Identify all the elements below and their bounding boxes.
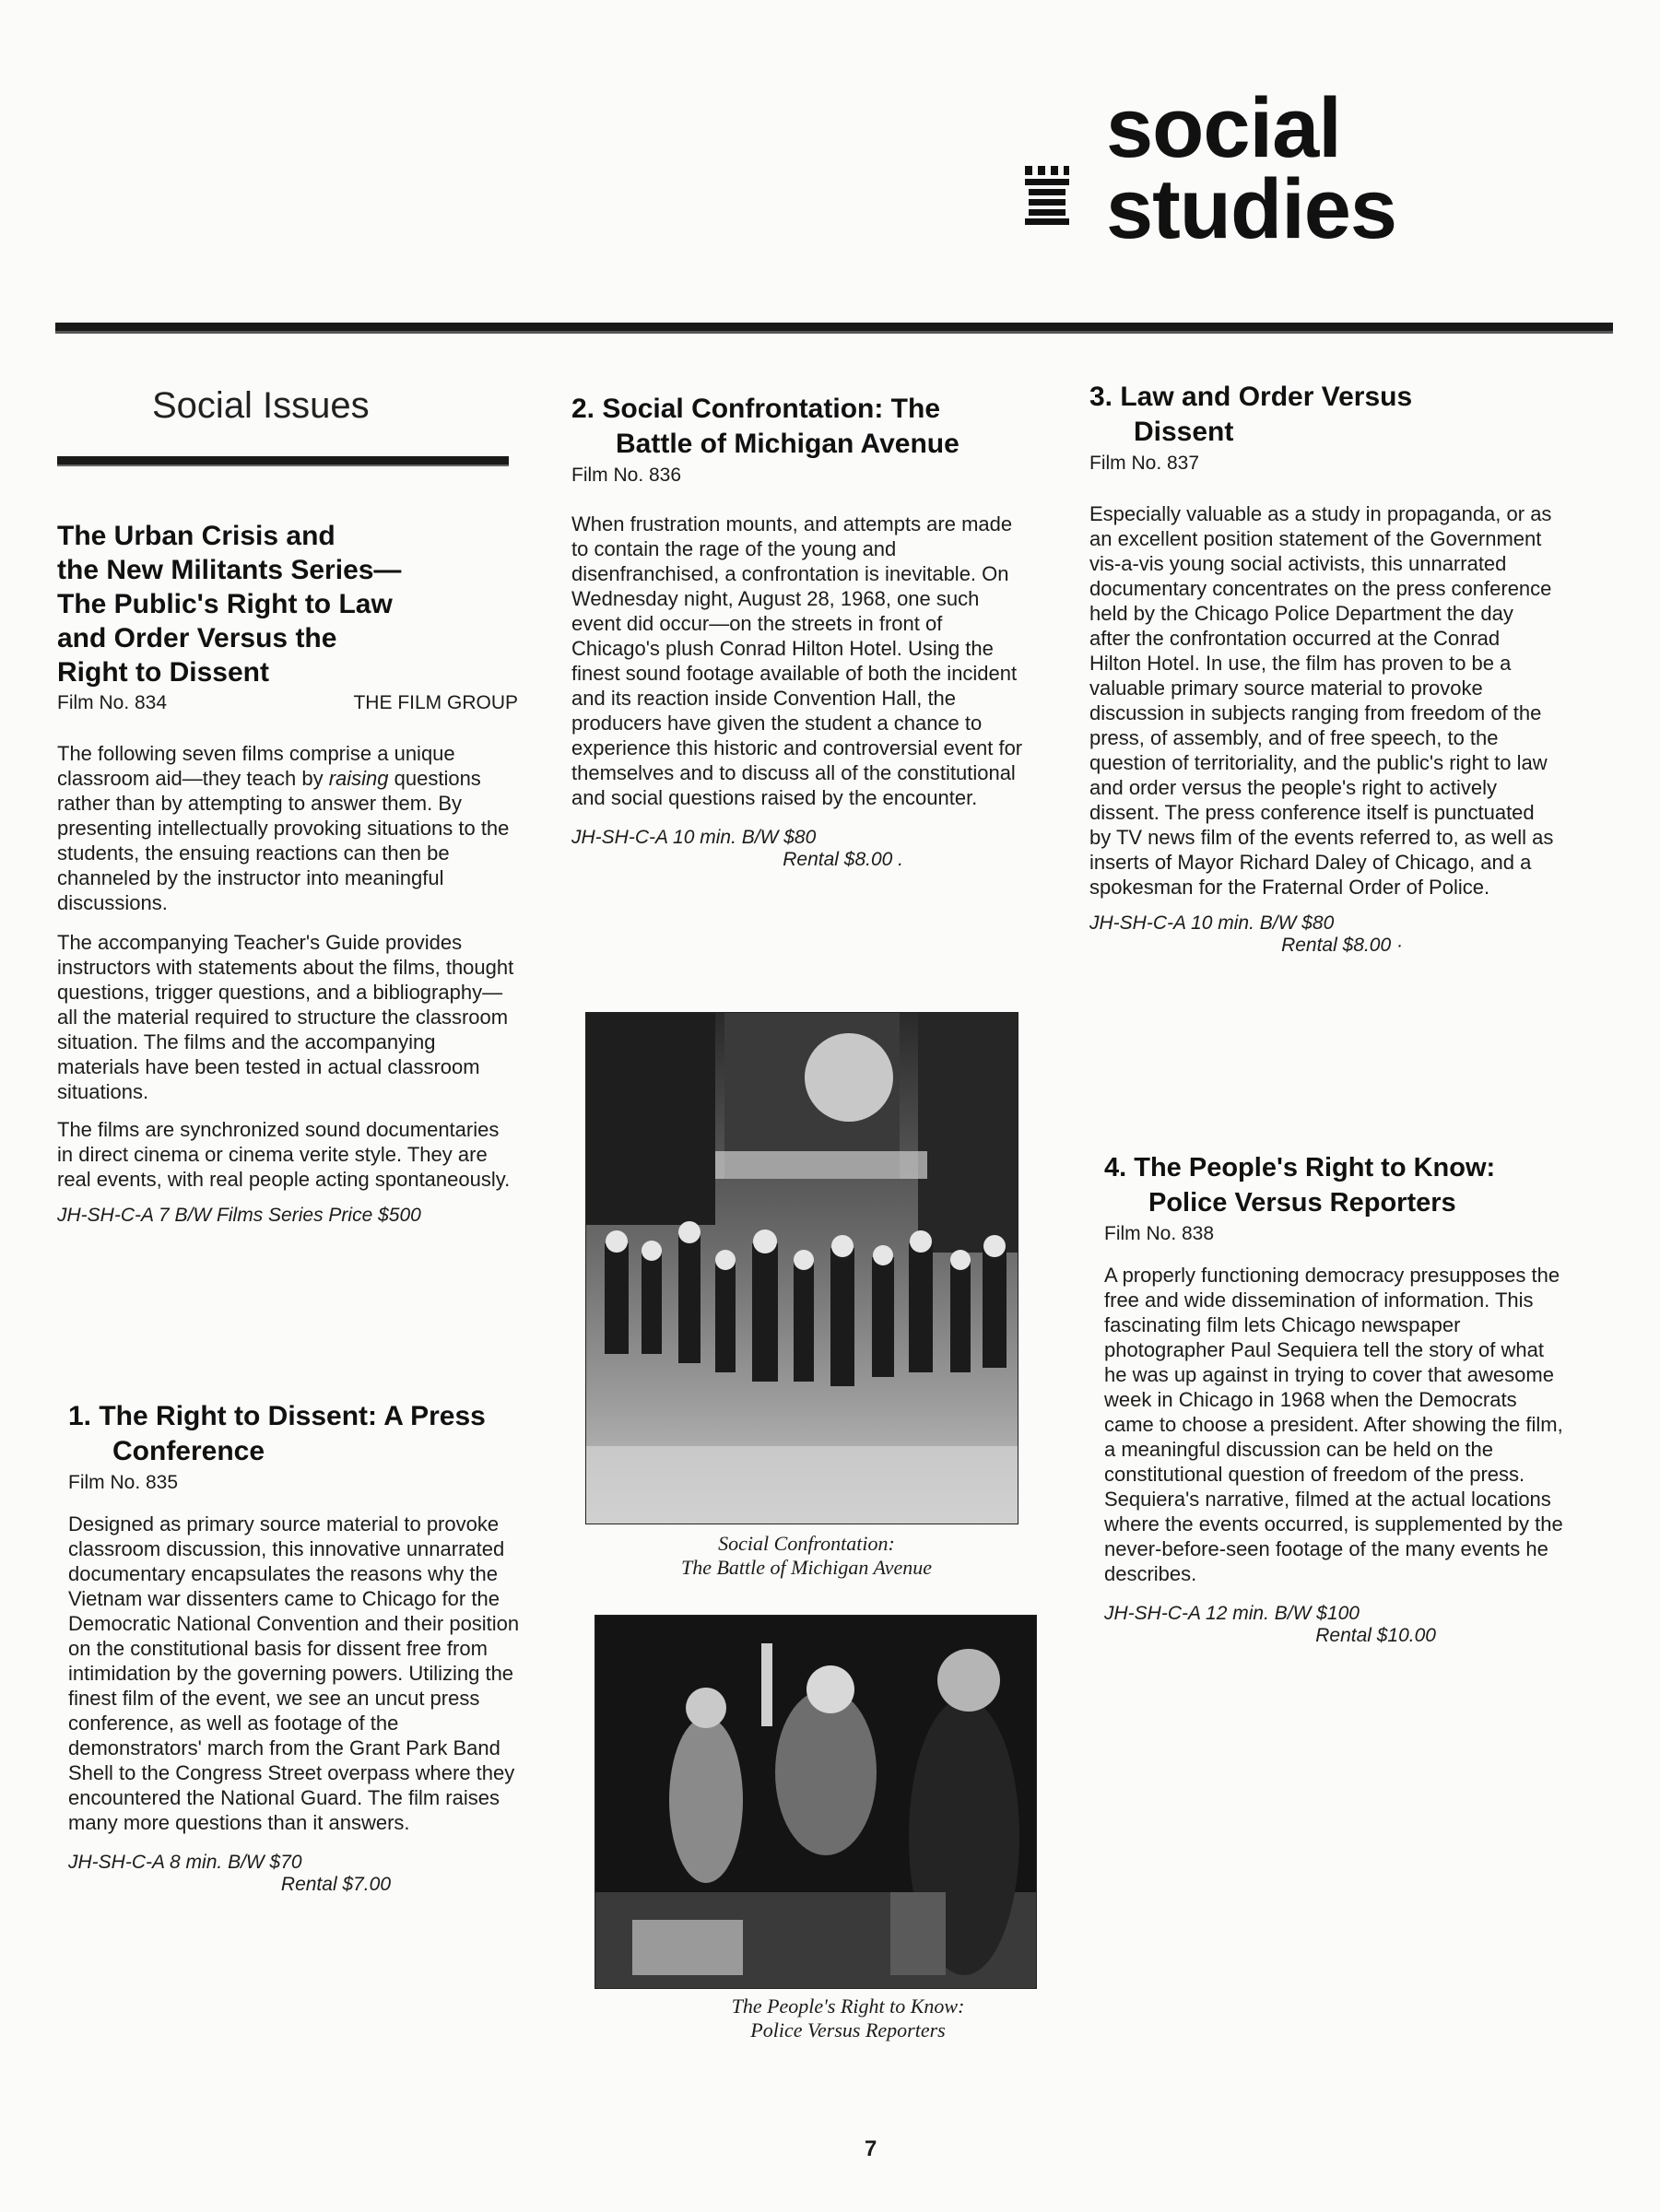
series-price: JH-SH-C-A 7 B/W Films Series Price $500	[57, 1205, 421, 1226]
film2-title-line: 2. Social Confrontation: The	[571, 394, 941, 424]
series-paragraph-2: The accompanying Teacher's Guide provides instructors with statements about the films, thought questions, trigger questions, and a bibliography—all the material required to structure the classroom situation. The films and the accompanying materials have been tested in actual classroom situations.	[57, 931, 514, 1103]
caption-police-reporters	[705, 1994, 991, 2042]
photo-crowd-image	[586, 1013, 1018, 1524]
series-title	[57, 519, 518, 689]
film2-sale-price: JH-SH-C-A 10 min. B/W $80	[571, 827, 817, 848]
film1-body: Designed as primary source material to provoke classroom discussion, this innovative unnarrated documentary encapsulates the reasons why the Vietnam war dissenters came to Chicago for the Democratic National Convention and their position on the constitutional basis for dissent free from intimidation by the governing powers. Utilizing the finest film of the event, we see an uncut press conference, as well as footage of the demonstrators' march from the Grant Park Band Shell to the Congress Street overpass where they encountered the National Guard. The film raises many more questions than it answers.	[68, 1512, 520, 1834]
caption1-line: The Battle of Michigan Avenue	[680, 1556, 933, 1579]
header-rule	[55, 323, 1613, 334]
masthead-line1: social	[1106, 81, 1341, 175]
film1-title-line: 1. The Right to Dissent: A Press	[68, 1401, 486, 1431]
masthead-line2: studies	[1106, 162, 1397, 256]
film4-block	[1104, 1150, 1565, 1647]
film3-title-line: Dissent	[1134, 417, 1234, 447]
series-title-line: and Order Versus the	[57, 623, 337, 653]
film1-rental-price: Rental $7.00	[280, 1874, 391, 1895]
film3-price	[1089, 912, 1403, 957]
film3-title	[1089, 380, 1555, 450]
film4-film-no: Film No. 838	[1104, 1223, 1215, 1244]
series-title-line: The Public's Right to Law	[57, 589, 393, 619]
series-title-line: the New Militants Series—	[57, 555, 402, 585]
caption2-line: Police Versus Reporters	[750, 2018, 946, 2041]
series-p1-text: questions rather than by attempting to answer them. By presenting intellectually provoking situations to the students, the ensuing reactions can then be channeled by the instructor into meaningful discussions.	[57, 767, 510, 914]
series-film-row	[57, 691, 518, 715]
film2-price	[571, 827, 903, 871]
film1-block	[68, 1399, 520, 1896]
section-rule	[57, 456, 509, 466]
film2-film-no: Film No. 836	[571, 465, 682, 486]
film1-title	[68, 1399, 520, 1469]
film4-title	[1104, 1150, 1565, 1220]
film3-body: Especially valuable as a study in propaganda, or as an excellent position statement of the Government vis-a-vis young social activists, this unnarrated documentary concentrates on the press conference held by the Chicago Police Department the day after the confrontation occurred at the Conrad Hilton Hotel. In use, the film has proven to be a valuable primary source material to provoke discussion in subjects ranging from freedom of the press, of assembly, and of free speech, to the question of territoriality, and the public's right to law and order versus the people's right to actively dissent. The press conference itself is punctuated by TV news film of the events referred to, as well as inserts of Mayor Richard Daley of Chicago, and a spokesman for the Fraternal Order of Police.	[1089, 502, 1554, 899]
film3-film-no: Film No. 837	[1089, 453, 1200, 474]
photo-police-image	[595, 1616, 1036, 1988]
film1-film-no: Film No. 835	[68, 1472, 179, 1493]
masthead-title	[1106, 81, 1397, 256]
film4-rental-price: Rental $10.00	[1315, 1625, 1436, 1646]
film1-price	[68, 1852, 391, 1896]
film4-price	[1104, 1603, 1436, 1647]
series-paragraph-1	[57, 741, 518, 915]
series-film-no: Film No. 834	[57, 692, 168, 713]
film3-rental-price: Rental $8.00 ·	[1281, 935, 1403, 956]
photo-police-reporters	[595, 1615, 1037, 1989]
film2-body: When frustration mounts, and attempts are made to contain the rage of the young and disenfranchised, a confrontation is inevitable. On Wednesday night, August 28, 1968, one such event did occur—on the streets in front of Chicago's plush Conrad Hilton Hotel. Using the finest sound footage available of both the incident and its reaction inside Convention Hall, the producers have given the student a chance to experience this historic and controversial event for themselves and to discuss all of the constitutional and social questions raised by the encounter.	[571, 512, 1023, 809]
film2-title-line: Battle of Michigan Avenue	[616, 429, 960, 459]
film2-title	[571, 392, 1028, 462]
series-p1-emphasis: raising	[328, 767, 389, 790]
series-block	[57, 519, 518, 1227]
caption2-line: The People's Right to Know:	[731, 1994, 965, 2018]
film4-sale-price: JH-SH-C-A 12 min. B/W $100	[1104, 1603, 1360, 1624]
film3-sale-price: JH-SH-C-A 10 min. B/W $80	[1089, 912, 1335, 934]
film2-block	[571, 392, 1028, 871]
series-title-line: Right to Dissent	[57, 657, 269, 688]
castle-logo-icon	[1023, 166, 1071, 225]
series-distributor: THE FILM GROUP	[353, 692, 518, 713]
series-p1-text: The following seven films comprise a unique classroom aid—they teach by	[57, 742, 455, 790]
film3-block	[1089, 380, 1555, 957]
film4-title-line: 4. The People's Right to Know:	[1104, 1153, 1496, 1182]
section-title: Social Issues	[152, 385, 370, 426]
film4-body: A properly functioning democracy presupposes the free and wide dissemination of information. This fascinating film lets Chicago newspaper photographer Paul Sequiera tell the story of what he was up against in trying to cover that awesome week in Chicago in 1968 when the Democrats came to choose a president. After showing the film, a meaningful discussion can be held on the constitutional question of freedom of the press. Sequiera's narrative, filmed at the actual locations where the events occurred, is supplemented by the never-before-seen footage of the many events he describes.	[1104, 1264, 1563, 1585]
caption1-line: Social Confrontation:	[718, 1532, 895, 1555]
series-title-line: The Urban Crisis and	[57, 521, 336, 551]
film2-rental-price: Rental $8.00 .	[783, 849, 903, 870]
photo-michigan-avenue	[585, 1012, 1018, 1524]
film4-title-line: Police Versus Reporters	[1148, 1188, 1456, 1218]
film1-title-line: Conference	[112, 1436, 265, 1466]
series-paragraph-3: The films are synchronized sound documentaries in direct cinema or cinema verite style. They are real events, with real people acting spontaneously.	[57, 1118, 511, 1191]
film1-sale-price: JH-SH-C-A 8 min. B/W $70	[68, 1852, 302, 1873]
page-number: 7	[865, 2136, 877, 2161]
caption-michigan-avenue	[677, 1532, 936, 1580]
film3-title-line: 3. Law and Order Versus	[1089, 382, 1413, 412]
